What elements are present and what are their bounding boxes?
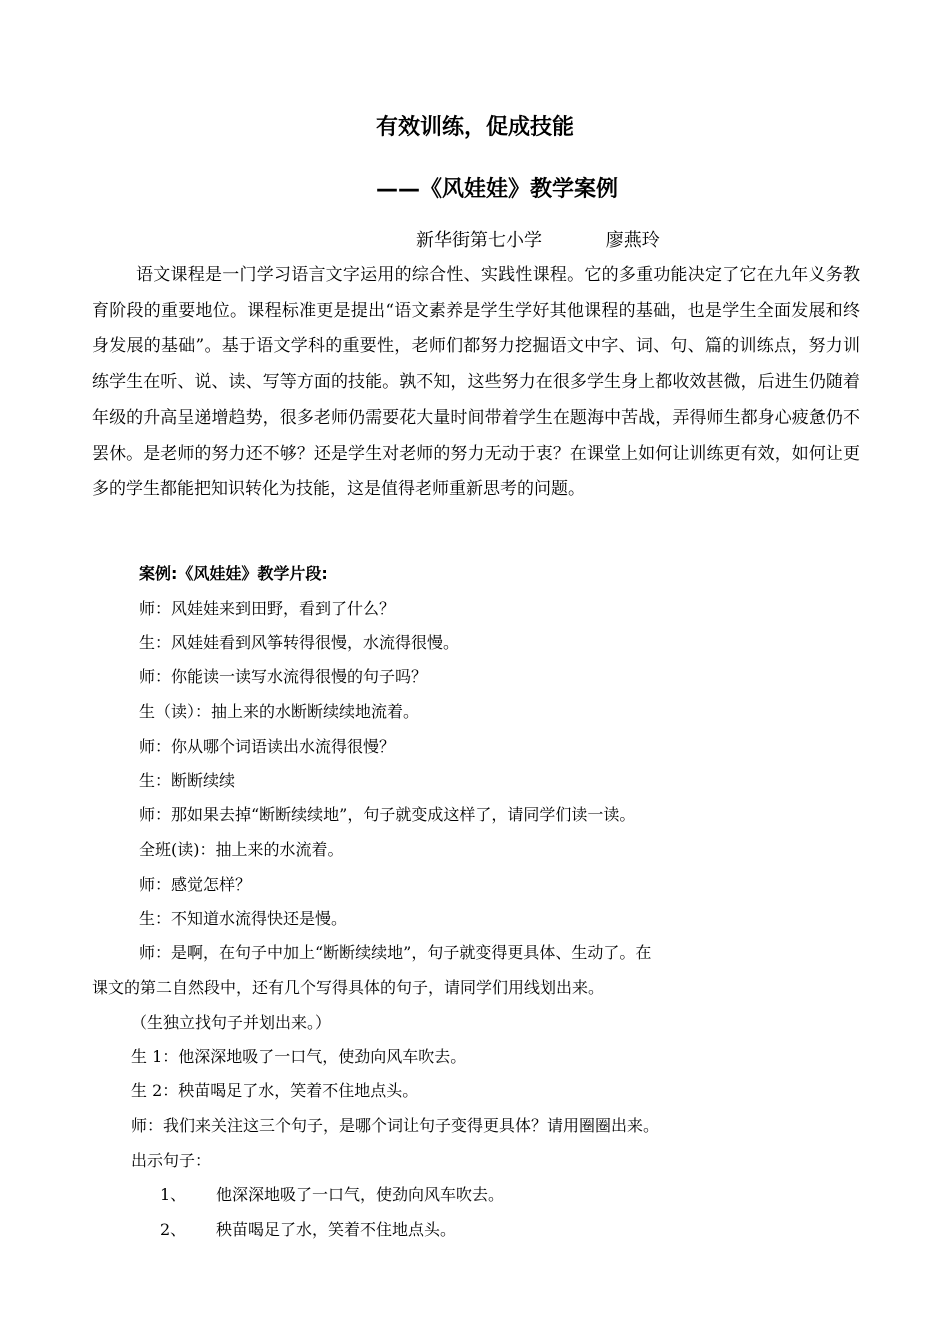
dialogue-line: 师：是啊，在句子中加上“断断续续地”，句子就变得更具体、生动了。在 <box>139 943 652 962</box>
dialogue-line: 师：我们来关注这三个句子，是哪个词让句子变得更具体？请用圈圈出来。 <box>131 1116 660 1135</box>
sentence-number: 1、 <box>160 1185 187 1204</box>
document-subtitle: ——《风娃娃》教学案例 <box>375 177 618 202</box>
case-heading: 案例:《风娃娃》教学片段: <box>139 564 328 583</box>
dialogue-line: 生：断断续续 <box>139 771 236 790</box>
dialogue-line: 师：你从哪个词语读出水流得很慢？ <box>139 737 396 756</box>
dialogue-line: 师：风娃娃来到田野，看到了什么？ <box>139 599 396 618</box>
dialogue-line: 生：不知道水流得快还是慢。 <box>139 909 348 928</box>
dialogue-line: 生：风娃娃看到风筝转得很慢，水流得很慢。 <box>139 633 460 652</box>
intro-paragraph: 语文课程是一门学习语言文字运用的综合性、实践性课程。它的多重功能决定了它在九年义务教育阶段的重要地位。课程标准更是提出“语文素养是学生学好其他课程的基础，也是学生全面发展和终身发展的基础”。基于语文学科的重要性，老师们都努力挖掘语文中字、词、句、篇的训练点，努力训练学生在听、说、读、写等方面的技能。孰不知，这些努力在很多学生身上都收效甚微，后进生仍随着年级的升高呈递增趋势，很多老师仍需要花大量时间带着学生在题海中苦战，弄得师生都身心疲惫仍不罢休。是老师的努力还不够？还是学生对老师的努力无动于衷？在课堂上如何让训练更有效，如何让更多的学生都能把知识转化为技能，这是值得老师重新思考的问题。 <box>92 265 860 500</box>
dialogue-line: 师：感觉怎样？ <box>139 875 252 894</box>
sentence-number: 2、 <box>160 1220 187 1239</box>
sentence-text: 秧苗喝足了水，笑着不住地点头。 <box>216 1220 457 1239</box>
dialogue-line: 师：你能读一读写水流得很慢的句子吗？ <box>139 667 428 686</box>
document-title: 有效训练，促成技能 <box>375 115 574 140</box>
dialogue-line: 出示句子： <box>131 1151 212 1170</box>
school-name: 新华街第七小学 <box>416 230 542 251</box>
dialogue-line: 生 1：他深深地吸了一口气，使劲向风车吹去。 <box>131 1047 467 1066</box>
dialogue-line: 全班(读)：抽上来的水流着。 <box>139 840 344 859</box>
dialogue-line: 课文的第二自然段中，还有几个写得具体的句子，请同学们用线划出来。 <box>92 978 605 997</box>
sentence-text: 他深深地吸了一口气，使劲向风车吹去。 <box>216 1185 505 1204</box>
dialogue-line: （生独立找句子并划出来。） <box>131 1013 332 1032</box>
byline <box>416 226 660 252</box>
sentence-item <box>160 1182 504 1205</box>
dialogue-line: 师：那如果去掉“断断续续地”，句子就变成这样了，请同学们读一读。 <box>139 805 636 824</box>
dialogue-line: 生（读）：抽上来的水断断续续地流着。 <box>139 702 420 721</box>
dialogue-line: 生 2：秧苗喝足了水，笑着不住地点头。 <box>131 1081 419 1100</box>
author-name: 廖燕玲 <box>605 230 660 251</box>
sentence-item <box>160 1217 456 1240</box>
